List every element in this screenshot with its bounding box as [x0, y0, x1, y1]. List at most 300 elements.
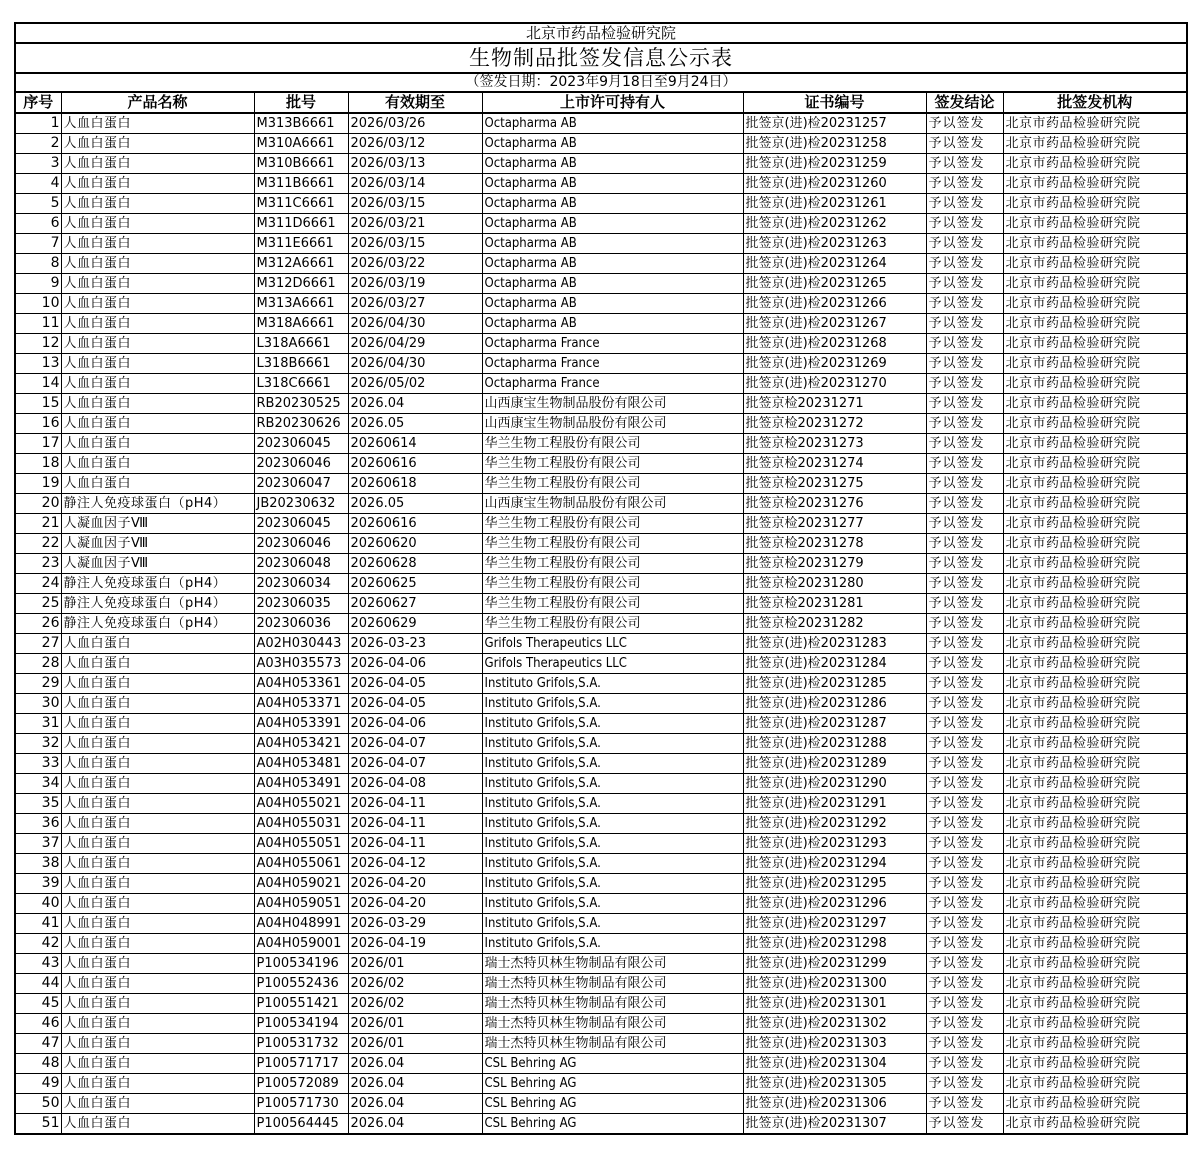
- table-row: [15, 554, 1187, 574]
- cell-holder: Octapharma France: [482, 334, 743, 354]
- cell-result: 予以签发: [926, 574, 1003, 594]
- cell-product: 人血白蛋白: [61, 814, 254, 834]
- cell-product: 人血白蛋白: [61, 914, 254, 934]
- cell-no: 33: [15, 754, 61, 774]
- cell-holder: 华兰生物工程股份有限公司: [482, 514, 743, 534]
- cell-holder: Instituto Grifols,S.A.: [482, 754, 743, 774]
- cell-expiry: 2026/03/15: [348, 234, 482, 254]
- cell-no: 1: [15, 113, 61, 134]
- cell-no: 2: [15, 134, 61, 154]
- cell-holder: 华兰生物工程股份有限公司: [482, 474, 743, 494]
- cell-batch: P100571717: [254, 1054, 348, 1074]
- cell-result: 予以签发: [926, 934, 1003, 954]
- cell-product: 人血白蛋白: [61, 1014, 254, 1034]
- cell-result: 予以签发: [926, 134, 1003, 154]
- cell-result: 予以签发: [926, 594, 1003, 614]
- cell-agency: 北京市药品检验研究院: [1003, 174, 1187, 194]
- cell-expiry: 2026/03/19: [348, 274, 482, 294]
- cell-agency: 北京市药品检验研究院: [1003, 113, 1187, 134]
- cell-holder: Instituto Grifols,S.A.: [482, 854, 743, 874]
- table-body: [15, 113, 1187, 1134]
- cell-result: 予以签发: [926, 994, 1003, 1014]
- cell-holder: Octapharma AB: [482, 234, 743, 254]
- table-row: [15, 934, 1187, 954]
- cell-agency: 北京市药品检验研究院: [1003, 294, 1187, 314]
- cell-holder: 华兰生物工程股份有限公司: [482, 534, 743, 554]
- cell-no: 15: [15, 394, 61, 414]
- table-row: [15, 374, 1187, 394]
- cell-result: 予以签发: [926, 414, 1003, 434]
- cell-agency: 北京市药品检验研究院: [1003, 954, 1187, 974]
- cell-product: 人血白蛋白: [61, 1114, 254, 1135]
- cell-product: 人血白蛋白: [61, 414, 254, 434]
- cell-agency: 北京市药品检验研究院: [1003, 194, 1187, 214]
- table-row: [15, 894, 1187, 914]
- cell-cert: 批签京(进)检20231258: [743, 134, 926, 154]
- col-header-expiry: 有效期至: [348, 92, 482, 113]
- cell-batch: A04H048991: [254, 914, 348, 934]
- cell-result: 予以签发: [926, 1074, 1003, 1094]
- cell-cert: 批签京检20231279: [743, 554, 926, 574]
- cell-batch: 202306034: [254, 574, 348, 594]
- cell-result: 予以签发: [926, 514, 1003, 534]
- cell-result: 予以签发: [926, 434, 1003, 454]
- table-row: [15, 1074, 1187, 1094]
- cell-product: 人血白蛋白: [61, 1054, 254, 1074]
- cell-no: 44: [15, 974, 61, 994]
- cell-holder: CSL Behring AG: [482, 1054, 743, 1074]
- cell-agency: 北京市药品检验研究院: [1003, 754, 1187, 774]
- cell-holder: Instituto Grifols,S.A.: [482, 874, 743, 894]
- table-row: [15, 534, 1187, 554]
- cell-product: 人血白蛋白: [61, 774, 254, 794]
- cell-agency: 北京市药品检验研究院: [1003, 794, 1187, 814]
- cell-cert: 批签京(进)检20231261: [743, 194, 926, 214]
- cell-product: 静注人免疫球蛋白（pH4）: [61, 574, 254, 594]
- cell-batch: A03H035573: [254, 654, 348, 674]
- cell-product: 人凝血因子Ⅷ: [61, 534, 254, 554]
- table-row: [15, 1034, 1187, 1054]
- table-row: [15, 134, 1187, 154]
- cell-result: 予以签发: [926, 474, 1003, 494]
- cell-batch: A04H055061: [254, 854, 348, 874]
- cell-cert: 批签京(进)检20231288: [743, 734, 926, 754]
- cell-no: 42: [15, 934, 61, 954]
- cell-expiry: 2026-04-19: [348, 934, 482, 954]
- cell-no: 13: [15, 354, 61, 374]
- cell-holder: Instituto Grifols,S.A.: [482, 774, 743, 794]
- cell-product: 人血白蛋白: [61, 1094, 254, 1114]
- cell-cert: 批签京检20231276: [743, 494, 926, 514]
- cell-holder: 瑞士杰特贝林生物制品有限公司: [482, 1034, 743, 1054]
- cell-no: 21: [15, 514, 61, 534]
- cell-expiry: 2026-04-20: [348, 894, 482, 914]
- cell-product: 人血白蛋白: [61, 794, 254, 814]
- cell-no: 8: [15, 254, 61, 274]
- cell-holder: 华兰生物工程股份有限公司: [482, 454, 743, 474]
- cell-batch: M311B6661: [254, 174, 348, 194]
- cell-agency: 北京市药品检验研究院: [1003, 994, 1187, 1014]
- cell-holder: Instituto Grifols,S.A.: [482, 934, 743, 954]
- cell-result: 予以签发: [926, 874, 1003, 894]
- cell-batch: RB20230626: [254, 414, 348, 434]
- cell-product: 人血白蛋白: [61, 174, 254, 194]
- cell-product: 人血白蛋白: [61, 714, 254, 734]
- cell-product: 人血白蛋白: [61, 634, 254, 654]
- date-range: （签发日期：2023年9月18日至9月24日）: [15, 73, 1187, 92]
- cell-cert: 批签京(进)检20231304: [743, 1054, 926, 1074]
- cell-expiry: 2026-04-05: [348, 694, 482, 714]
- cell-expiry: 20260616: [348, 514, 482, 534]
- cell-cert: 批签京(进)检20231268: [743, 334, 926, 354]
- cell-cert: 批签京检20231273: [743, 434, 926, 454]
- cell-batch: A04H055051: [254, 834, 348, 854]
- cell-batch: 202306046: [254, 454, 348, 474]
- cell-agency: 北京市药品检验研究院: [1003, 714, 1187, 734]
- cell-batch: A02H030443: [254, 634, 348, 654]
- cell-no: 6: [15, 214, 61, 234]
- cell-agency: 北京市药品检验研究院: [1003, 934, 1187, 954]
- cell-no: 18: [15, 454, 61, 474]
- cell-no: 14: [15, 374, 61, 394]
- cell-no: 37: [15, 834, 61, 854]
- cell-cert: 批签京(进)检20231263: [743, 234, 926, 254]
- cell-expiry: 2026-03-23: [348, 634, 482, 654]
- cell-batch: M318A6661: [254, 314, 348, 334]
- cell-expiry: 20260628: [348, 554, 482, 574]
- table-row: [15, 654, 1187, 674]
- table-row: [15, 974, 1187, 994]
- cell-holder: 山西康宝生物制品股份有限公司: [482, 414, 743, 434]
- cell-batch: A04H053481: [254, 754, 348, 774]
- cell-result: 予以签发: [926, 894, 1003, 914]
- cell-cert: 批签京(进)检20231295: [743, 874, 926, 894]
- cell-no: 11: [15, 314, 61, 334]
- cell-expiry: 2026-04-06: [348, 654, 482, 674]
- cell-holder: Instituto Grifols,S.A.: [482, 674, 743, 694]
- cell-product: 人血白蛋白: [61, 113, 254, 134]
- cell-no: 26: [15, 614, 61, 634]
- cell-product: 静注人免疫球蛋白（pH4）: [61, 614, 254, 634]
- cell-holder: 华兰生物工程股份有限公司: [482, 434, 743, 454]
- cell-cert: 批签京检20231274: [743, 454, 926, 474]
- cell-product: 人血白蛋白: [61, 254, 254, 274]
- cell-batch: A04H055021: [254, 794, 348, 814]
- cell-result: 予以签发: [926, 334, 1003, 354]
- cell-product: 人血白蛋白: [61, 694, 254, 714]
- cell-result: 予以签发: [926, 834, 1003, 854]
- cell-batch: A04H055031: [254, 814, 348, 834]
- cell-expiry: 2026-04-05: [348, 674, 482, 694]
- table-row: [15, 874, 1187, 894]
- cell-agency: 北京市药品检验研究院: [1003, 1054, 1187, 1074]
- cell-result: 予以签发: [926, 174, 1003, 194]
- cell-expiry: 2026-04-11: [348, 834, 482, 854]
- cell-cert: 批签京检20231275: [743, 474, 926, 494]
- cell-product: 人血白蛋白: [61, 134, 254, 154]
- cell-result: 予以签发: [926, 274, 1003, 294]
- cell-result: 予以签发: [926, 654, 1003, 674]
- cell-agency: 北京市药品检验研究院: [1003, 134, 1187, 154]
- cell-product: 人血白蛋白: [61, 954, 254, 974]
- cell-holder: Octapharma AB: [482, 274, 743, 294]
- cell-batch: M310B6661: [254, 154, 348, 174]
- cell-result: 予以签发: [926, 254, 1003, 274]
- cell-no: 12: [15, 334, 61, 354]
- cell-no: 10: [15, 294, 61, 314]
- cell-no: 25: [15, 594, 61, 614]
- cell-agency: 北京市药品检验研究院: [1003, 894, 1187, 914]
- cell-batch: 202306045: [254, 514, 348, 534]
- table-row: [15, 734, 1187, 754]
- cell-batch: L318A6661: [254, 334, 348, 354]
- cell-agency: 北京市药品检验研究院: [1003, 394, 1187, 414]
- cell-result: 予以签发: [926, 234, 1003, 254]
- cell-no: 43: [15, 954, 61, 974]
- cell-expiry: 2026-04-11: [348, 794, 482, 814]
- cell-expiry: 20260625: [348, 574, 482, 594]
- cell-batch: L318C6661: [254, 374, 348, 394]
- cell-cert: 批签京检20231277: [743, 514, 926, 534]
- cell-cert: 批签京(进)检20231286: [743, 694, 926, 714]
- col-header-batch: 批号: [254, 92, 348, 113]
- table-row: [15, 334, 1187, 354]
- cell-batch: P100531732: [254, 1034, 348, 1054]
- cell-agency: 北京市药品检验研究院: [1003, 494, 1187, 514]
- cell-holder: 山西康宝生物制品股份有限公司: [482, 494, 743, 514]
- cell-cert: 批签京(进)检20231294: [743, 854, 926, 874]
- col-header-holder: 上市许可持有人: [482, 92, 743, 113]
- cell-product: 静注人免疫球蛋白（pH4）: [61, 494, 254, 514]
- cell-batch: RB20230525: [254, 394, 348, 414]
- cell-cert: 批签京(进)检20231306: [743, 1094, 926, 1114]
- cell-result: 予以签发: [926, 113, 1003, 134]
- cell-cert: 批签京(进)检20231293: [743, 834, 926, 854]
- spreadsheet: [14, 22, 1186, 1135]
- cell-agency: 北京市药品检验研究院: [1003, 314, 1187, 334]
- table-row: [15, 454, 1187, 474]
- cell-batch: M311E6661: [254, 234, 348, 254]
- cell-agency: 北京市药品检验研究院: [1003, 454, 1187, 474]
- table-row: [15, 234, 1187, 254]
- cell-no: 3: [15, 154, 61, 174]
- cell-result: 予以签发: [926, 1034, 1003, 1054]
- cell-batch: M311D6661: [254, 214, 348, 234]
- cell-agency: 北京市药品检验研究院: [1003, 214, 1187, 234]
- cell-result: 予以签发: [926, 954, 1003, 974]
- cell-batch: 202306046: [254, 534, 348, 554]
- cell-expiry: 2026/02: [348, 974, 482, 994]
- cell-product: 人血白蛋白: [61, 934, 254, 954]
- cell-expiry: 2026-04-12: [348, 854, 482, 874]
- cell-expiry: 2026/02: [348, 994, 482, 1014]
- table-row: [15, 414, 1187, 434]
- table-row: [15, 634, 1187, 654]
- cell-expiry: 20260620: [348, 534, 482, 554]
- cell-product: 人血白蛋白: [61, 294, 254, 314]
- cell-expiry: 20260627: [348, 594, 482, 614]
- cell-cert: 批签京(进)检20231287: [743, 714, 926, 734]
- cell-product: 人血白蛋白: [61, 754, 254, 774]
- cell-cert: 批签京(进)检20231262: [743, 214, 926, 234]
- table-row: [15, 954, 1187, 974]
- table-row: [15, 1094, 1187, 1114]
- cell-product: 人血白蛋白: [61, 1034, 254, 1054]
- cell-no: 30: [15, 694, 61, 714]
- cell-agency: 北京市药品检验研究院: [1003, 814, 1187, 834]
- cell-expiry: 2026/03/12: [348, 134, 482, 154]
- cell-expiry: 2026/01: [348, 954, 482, 974]
- cell-no: 19: [15, 474, 61, 494]
- cell-holder: 瑞士杰特贝林生物制品有限公司: [482, 1014, 743, 1034]
- cell-batch: 202306048: [254, 554, 348, 574]
- cell-agency: 北京市药品检验研究院: [1003, 554, 1187, 574]
- cell-product: 人血白蛋白: [61, 734, 254, 754]
- cell-batch: P100572089: [254, 1074, 348, 1094]
- cell-agency: 北京市药品检验研究院: [1003, 974, 1187, 994]
- cell-batch: P100551421: [254, 994, 348, 1014]
- cell-cert: 批签京(进)检20231259: [743, 154, 926, 174]
- cell-result: 予以签发: [926, 154, 1003, 174]
- cell-no: 36: [15, 814, 61, 834]
- cell-expiry: 2026/03/13: [348, 154, 482, 174]
- col-header-product: 产品名称: [61, 92, 254, 113]
- cell-batch: L318B6661: [254, 354, 348, 374]
- cell-result: 予以签发: [926, 1014, 1003, 1034]
- table-row: [15, 113, 1187, 134]
- cell-product: 人血白蛋白: [61, 214, 254, 234]
- cell-holder: 山西康宝生物制品股份有限公司: [482, 394, 743, 414]
- cell-cert: 批签京(进)检20231289: [743, 754, 926, 774]
- cell-holder: CSL Behring AG: [482, 1074, 743, 1094]
- cell-agency: 北京市药品检验研究院: [1003, 274, 1187, 294]
- cell-result: 予以签发: [926, 814, 1003, 834]
- cell-holder: Octapharma France: [482, 354, 743, 374]
- cell-cert: 批签京(进)检20231303: [743, 1034, 926, 1054]
- cell-agency: 北京市药品检验研究院: [1003, 574, 1187, 594]
- cell-expiry: 2026.04: [348, 394, 482, 414]
- cell-agency: 北京市药品检验研究院: [1003, 374, 1187, 394]
- cell-product: 人血白蛋白: [61, 894, 254, 914]
- cell-expiry: 2026/01: [348, 1014, 482, 1034]
- cell-expiry: 2026/04/29: [348, 334, 482, 354]
- cell-result: 予以签发: [926, 1114, 1003, 1135]
- cell-no: 34: [15, 774, 61, 794]
- cell-result: 予以签发: [926, 194, 1003, 214]
- cell-product: 人血白蛋白: [61, 474, 254, 494]
- cell-holder: Octapharma France: [482, 374, 743, 394]
- table-row: [15, 394, 1187, 414]
- cell-agency: 北京市药品检验研究院: [1003, 734, 1187, 754]
- table-row: [15, 854, 1187, 874]
- table-row: [15, 154, 1187, 174]
- cell-holder: Octapharma AB: [482, 134, 743, 154]
- cell-no: 24: [15, 574, 61, 594]
- cell-batch: JB20230632: [254, 494, 348, 514]
- cell-result: 予以签发: [926, 1094, 1003, 1114]
- cell-agency: 北京市药品检验研究院: [1003, 234, 1187, 254]
- cell-product: 人血白蛋白: [61, 834, 254, 854]
- cell-cert: 批签京(进)检20231283: [743, 634, 926, 654]
- cell-product: 人血白蛋白: [61, 434, 254, 454]
- table-row: [15, 1014, 1187, 1034]
- cell-batch: A04H053491: [254, 774, 348, 794]
- cell-product: 人血白蛋白: [61, 274, 254, 294]
- cell-no: 5: [15, 194, 61, 214]
- cell-batch: P100534194: [254, 1014, 348, 1034]
- cell-product: 人血白蛋白: [61, 334, 254, 354]
- cell-product: 人血白蛋白: [61, 314, 254, 334]
- table-row: [15, 314, 1187, 334]
- cell-product: 人血白蛋白: [61, 454, 254, 474]
- cell-agency: 北京市药品检验研究院: [1003, 1114, 1187, 1135]
- cell-cert: 批签京(进)检20231265: [743, 274, 926, 294]
- cell-holder: Instituto Grifols,S.A.: [482, 714, 743, 734]
- cell-cert: 批签京(进)检20231301: [743, 994, 926, 1014]
- cell-batch: M313B6661: [254, 113, 348, 134]
- cell-expiry: 2026.05: [348, 414, 482, 434]
- cell-holder: Octapharma AB: [482, 294, 743, 314]
- cell-agency: 北京市药品检验研究院: [1003, 354, 1187, 374]
- cell-product: 人血白蛋白: [61, 394, 254, 414]
- cell-expiry: 2026.04: [348, 1054, 482, 1074]
- cell-agency: 北京市药品检验研究院: [1003, 1014, 1187, 1034]
- cell-expiry: 20260618: [348, 474, 482, 494]
- cell-agency: 北京市药品检验研究院: [1003, 634, 1187, 654]
- cell-no: 40: [15, 894, 61, 914]
- col-header-agency: 批签发机构: [1003, 92, 1187, 113]
- cell-cert: 批签京检20231271: [743, 394, 926, 414]
- cell-no: 4: [15, 174, 61, 194]
- table-row: [15, 914, 1187, 934]
- cell-expiry: 2026/04/30: [348, 314, 482, 334]
- cell-product: 人血白蛋白: [61, 374, 254, 394]
- cell-expiry: 2026/04/30: [348, 354, 482, 374]
- cell-product: 人血白蛋白: [61, 654, 254, 674]
- cell-holder: CSL Behring AG: [482, 1094, 743, 1114]
- table-row: [15, 1054, 1187, 1074]
- table-row: [15, 174, 1187, 194]
- cell-no: 32: [15, 734, 61, 754]
- cell-cert: 批签京检20231282: [743, 614, 926, 634]
- cell-holder: Octapharma AB: [482, 174, 743, 194]
- cell-agency: 北京市药品检验研究院: [1003, 654, 1187, 674]
- cell-cert: 批签京(进)检20231284: [743, 654, 926, 674]
- cell-result: 予以签发: [926, 1054, 1003, 1074]
- cell-expiry: 2026-04-08: [348, 774, 482, 794]
- cell-cert: 批签京(进)检20231292: [743, 814, 926, 834]
- cell-cert: 批签京(进)检20231299: [743, 954, 926, 974]
- cell-result: 予以签发: [926, 614, 1003, 634]
- cell-batch: M312A6661: [254, 254, 348, 274]
- cell-expiry: 2026/03/22: [348, 254, 482, 274]
- cell-holder: 华兰生物工程股份有限公司: [482, 554, 743, 574]
- column-header-row: [15, 92, 1187, 113]
- cell-result: 予以签发: [926, 394, 1003, 414]
- table-row: [15, 794, 1187, 814]
- col-header-cert: 证书编号: [743, 92, 926, 113]
- cell-expiry: 2026/03/21: [348, 214, 482, 234]
- cell-result: 予以签发: [926, 454, 1003, 474]
- table-row: [15, 754, 1187, 774]
- cell-result: 予以签发: [926, 214, 1003, 234]
- cell-expiry: 2026-04-20: [348, 874, 482, 894]
- cell-cert: 批签京(进)检20231269: [743, 354, 926, 374]
- cell-result: 予以签发: [926, 374, 1003, 394]
- cell-product: 人血白蛋白: [61, 154, 254, 174]
- cell-product: 人血白蛋白: [61, 194, 254, 214]
- cell-expiry: 2026/03/15: [348, 194, 482, 214]
